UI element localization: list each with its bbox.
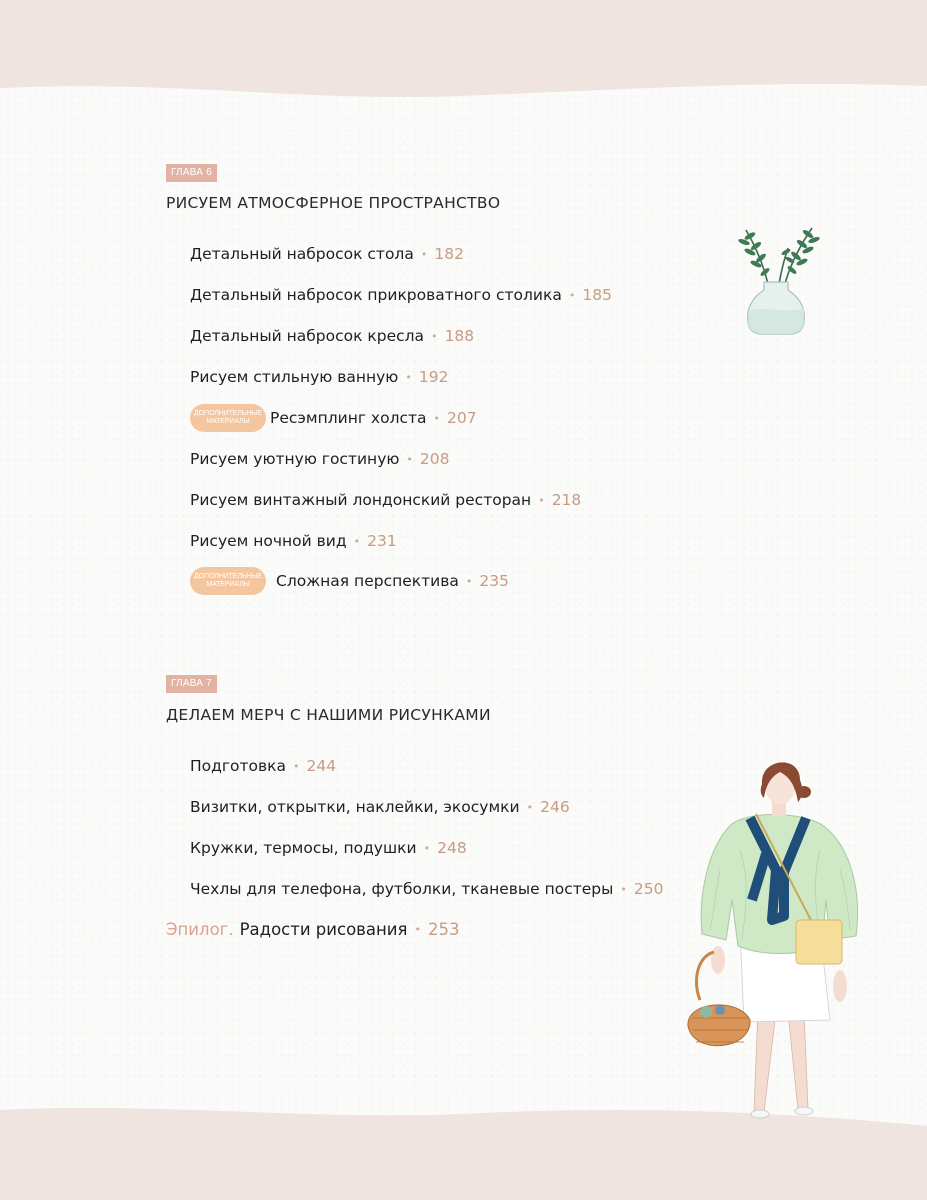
toc-entry[interactable] bbox=[190, 406, 477, 430]
entry-title: Детальный набросок стола bbox=[190, 245, 414, 263]
toc-entry[interactable] bbox=[190, 447, 450, 471]
toc-entry[interactable] bbox=[190, 795, 570, 819]
page-number: 218 bbox=[551, 491, 582, 509]
separator-dot: • bbox=[526, 800, 534, 814]
epilogue-label: Эпилог. bbox=[166, 919, 234, 939]
chapter-tag: ГЛАВА 6 bbox=[166, 164, 217, 182]
entry-title: Подготовка bbox=[190, 757, 286, 775]
toc-entry[interactable] bbox=[190, 529, 397, 553]
separator-dot: • bbox=[568, 288, 576, 302]
entry-title: Визитки, открытки, наклейки, экосумки bbox=[190, 798, 520, 816]
toc-entry[interactable] bbox=[190, 324, 474, 348]
toc-entry[interactable] bbox=[190, 283, 612, 307]
epilogue-entry[interactable] bbox=[166, 917, 459, 941]
woman-with-basket-illustration bbox=[680, 750, 870, 1130]
plant-vase-illustration bbox=[728, 218, 824, 338]
toc-entry[interactable] bbox=[190, 836, 467, 860]
entry-title: Рисуем винтажный лондонский ресторан bbox=[190, 491, 532, 509]
chapter-tag: ГЛАВА 7 bbox=[166, 675, 217, 693]
entry-title: Детальный набросок кресла bbox=[190, 327, 425, 345]
page-number: 182 bbox=[434, 245, 464, 263]
separator-dot: • bbox=[406, 452, 413, 466]
entry-title: Рисуем уютную гостиную bbox=[190, 450, 400, 468]
toc-entry[interactable] bbox=[190, 877, 663, 901]
separator-dot: • bbox=[433, 411, 441, 425]
separator-dot: • bbox=[620, 882, 627, 896]
entry-title: Ресэмплинг холста bbox=[270, 409, 427, 427]
page-number: 248 bbox=[437, 839, 467, 857]
separator-dot: • bbox=[293, 759, 300, 773]
separator-dot: • bbox=[465, 574, 473, 588]
page-number: 231 bbox=[367, 532, 397, 550]
page-number: 192 bbox=[418, 368, 449, 386]
page-number: 244 bbox=[306, 757, 337, 775]
page-number: 185 bbox=[582, 286, 612, 304]
page-number: 246 bbox=[540, 798, 570, 816]
separator-dot: • bbox=[353, 534, 361, 548]
entry-title: Рисуем стильную ванную bbox=[190, 368, 399, 386]
chapter-title: ДЕЛАЕМ МЕРЧ С НАШИМИ РИСУНКАМИ bbox=[166, 706, 491, 724]
page-number: 250 bbox=[633, 880, 664, 898]
page-number: 208 bbox=[419, 450, 450, 468]
toc-entry[interactable] bbox=[190, 242, 464, 266]
page-number: 235 bbox=[479, 572, 509, 590]
entry-title: Чехлы для телефона, футболки, тканевые постеры bbox=[190, 880, 614, 898]
separator-dot: • bbox=[405, 370, 412, 384]
toc-entry[interactable] bbox=[190, 488, 581, 512]
toc-entry[interactable] bbox=[190, 365, 448, 389]
extra-materials-badge: ДОПОЛНИТЕЛЬНЫЕ МАТЕРИАЛЫ bbox=[190, 567, 266, 595]
entry-title: Рисуем ночной вид bbox=[190, 532, 347, 550]
separator-dot: • bbox=[420, 247, 428, 261]
chapter-title: РИСУЕМ АТМОСФЕРНОЕ ПРОСТРАНСТВО bbox=[166, 194, 501, 212]
toc-entry[interactable] bbox=[190, 754, 336, 778]
page-number: 188 bbox=[444, 327, 475, 345]
separator-dot: • bbox=[538, 493, 545, 507]
separator-dot: • bbox=[431, 329, 438, 343]
separator-dot: • bbox=[414, 922, 421, 936]
entry-title: Детальный набросок прикроватного столика bbox=[190, 286, 562, 304]
toc-entry[interactable] bbox=[190, 569, 509, 593]
extra-materials-badge: ДОПОЛНИТЕЛЬНЫЕ МАТЕРИАЛЫ bbox=[190, 404, 266, 432]
separator-dot: • bbox=[423, 841, 431, 855]
page-number: 207 bbox=[447, 409, 477, 427]
page-number: 253 bbox=[427, 919, 460, 939]
entry-title: Сложная перспектива bbox=[276, 572, 459, 590]
entry-title: Кружки, термосы, подушки bbox=[190, 839, 417, 857]
entry-title: Радости рисования bbox=[239, 919, 408, 939]
